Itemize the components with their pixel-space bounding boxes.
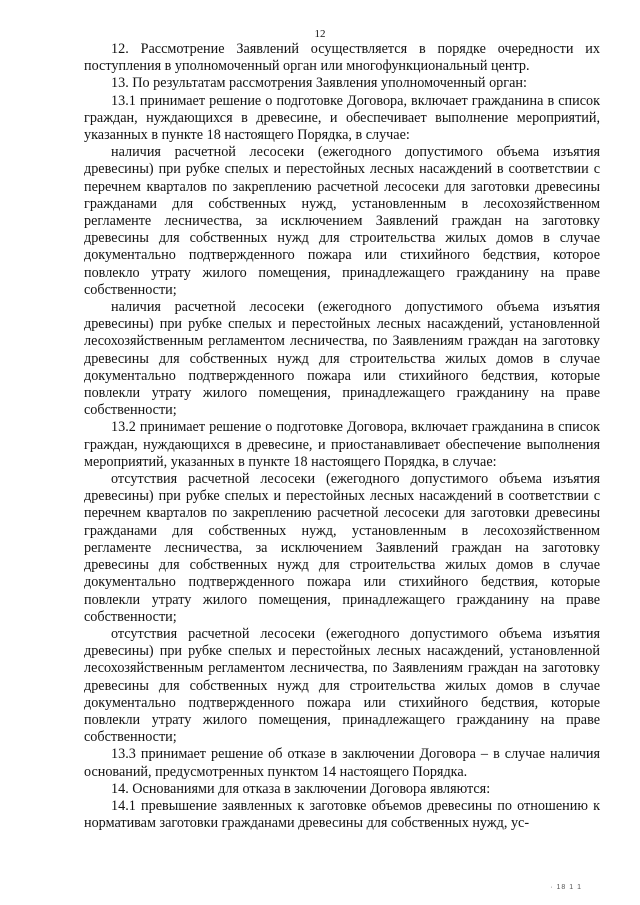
page-number: 12 — [314, 28, 326, 40]
footer-mark: · 18 1 1 — [550, 884, 582, 891]
paragraph-13-1: 13.1 принимает решение о подготовке Договора, включает гражданина в список граждан, нуждающихся в древесине, и обеспечивает выполнение мероприятий, указанных в пункте 18 настоящего Порядка, в случае: — [84, 92, 600, 144]
paragraph-12: 12. Рассмотрение Заявлений осуществляется в порядке очередности их поступления в уполномоченный орган или многофункциональный центр. — [84, 41, 600, 75]
paragraph-13-3: 13.3 принимает решение об отказе в заключении Договора – в случае наличия оснований, предусмотренных пунктом 14 настоящего Порядка. — [84, 746, 600, 780]
paragraph-14: 14. Основаниями для отказа в заключении Договора являются: — [111, 780, 491, 797]
paragraph-14-1: 14.1 превышение заявленных к заготовке объемов древесины по отношению к нормативам заготовки гражданами древесины для собственных нужд, ус- — [84, 797, 600, 832]
paragraph-13-2: 13.2 принимает решение о подготовке Договора, включает гражданина в список граждан, нуждающихся в древесине, и приостанавливает обеспечение выполнения мероприятий, указанных в пункте 18 настоящего Порядка, в случае: — [84, 419, 600, 470]
paragraph-13-2-case-b: отсутствия расчетной лесосеки (ежегодного допустимого объема изъятия древесины) при рубке спелых и перестойных лесных насаждений, установленной лесохозяйственным регламентом лесничества, по Заявлениям граждан на заготовку древесины для собственных нужд для строительства жилых домов в случае документально подтвержденного пожара или стихийного бедствия, которые повлекли утрату жилого помещения, принадлежащего гражданину на праве собственности; — [84, 625, 600, 746]
paragraph-13-1-case-b: наличия расчетной лесосеки (ежегодного допустимого объема изъятия древесины) при рубке спелых и перестойных лесных насаждений, установленной лесохозяйственным регламентом лесничества, по Заявлениям граждан на заготовку древесины для собственных нужд для строительства жилых домов в случае документально подтвержденного пожара или стихийного бедствия, которые повлекли утрату жилого помещения, принадлежащего гражданину на праве собственности; — [84, 299, 600, 419]
paragraph-13-1-case-a: наличия расчетной лесосеки (ежегодного допустимого объема изъятия древесины) при рубке спелых и перестойных лесных насаждений в соответствии с перечнем кварталов по закреплению расчетной лесосеки для заготовки древесины гражданами для собственных нужд, установленным в лесохозяйственном регламенте лесничества, за исключением Заявлений граждан на заготовку древесины для собственных нужд для строительства жилых домов в случае документально подтвержденного пожара или стихийного бедствия, которое повлекло утрату жилого помещения, принадлежащего гражданину на праве собственности; — [84, 144, 600, 298]
body-text — [84, 41, 600, 832]
paragraph-13-2-case-a: отсутствия расчетной лесосеки (ежегодного допустимого объема изъятия древесины) при рубке спелых и перестойных лесных насаждений в соответствии с перечнем кварталов по закреплению расчетной лесосеки для заготовки древесины гражданами для собственных нужд, установленным в лесохозяйственном регламенте лесничества, за исключением Заявлений граждан на заготовку древесины для собственных нужд для строительства жилых домов в случае документально подтвержденного пожара или стихийного бедствия, которые повлекли утрату жилого помещения, принадлежащего гражданину на праве собственности; — [84, 471, 600, 625]
paragraph-13: 13. По результатам рассмотрения Заявления уполномоченный орган: — [111, 75, 527, 92]
